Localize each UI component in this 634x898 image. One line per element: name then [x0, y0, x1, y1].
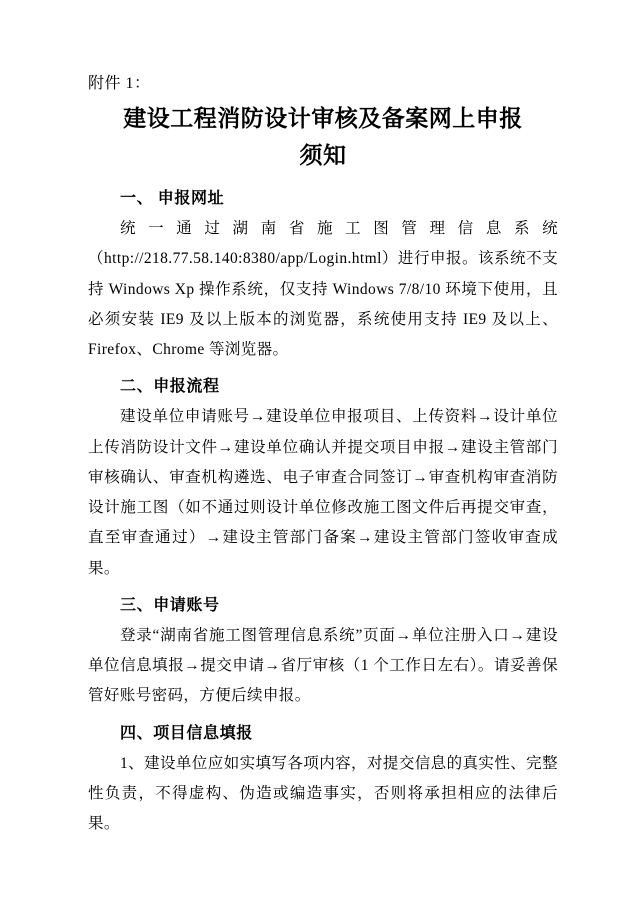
section-heading-4: 四、项目信息填报	[120, 724, 253, 742]
section-1-paragraph-1: 统一通过湖南省施工图管理信息系统（http://218.77.58.140:8380/app/Login.html）进行申报。该系统不支持 Windows Xp 操作系统，仅支持 Windows 7/8/10 环境下使用，且必须安装 IE9 及以上版本的浏览器，系统使用支持 IE9 及以上、Firefox、Chrome 等浏览器。	[88, 220, 558, 359]
section-heading-1: 一、 申报网址	[120, 190, 225, 207]
section-4-paragraph-1: 1、建设单位应如实填写各项内容，对提交信息的真实性、完整性负责，不得虚构、伪造或编造事实，否则将承担相应的法律后果。	[88, 754, 558, 833]
section-heading-3: 三、申请账号	[120, 596, 220, 614]
page-title-line-2: 须知	[299, 142, 347, 168]
section-3-paragraph-1: 登录“湖南省施工图管理信息系统”页面→单位注册入口→建设单位信息填报→提交申请→省厅审核（1 个工作日左右）。请妥善保管好账号密码，方便后续申报。	[88, 626, 558, 705]
page-title-line-1: 建设工程消防设计审核及备案网上申报	[123, 106, 523, 131]
section-heading-2: 二、申报流程	[120, 378, 220, 396]
attachment-label: 附件 1：	[88, 75, 151, 92]
section-2-paragraph-1: 建设单位申请账号→建设单位申报项目、上传资料→设计单位上传消防设计文件→建设单位确认并提交项目申报→建设主管部门审核确认、审查机构遴选、电子审查合同签订→审查机构审查消防设计施工图（如不通过则设计单位修改施工图文件后再提交审查，直至审查通过）→建设主管部门备案→建设主管部门签收审查成果。	[88, 408, 558, 577]
